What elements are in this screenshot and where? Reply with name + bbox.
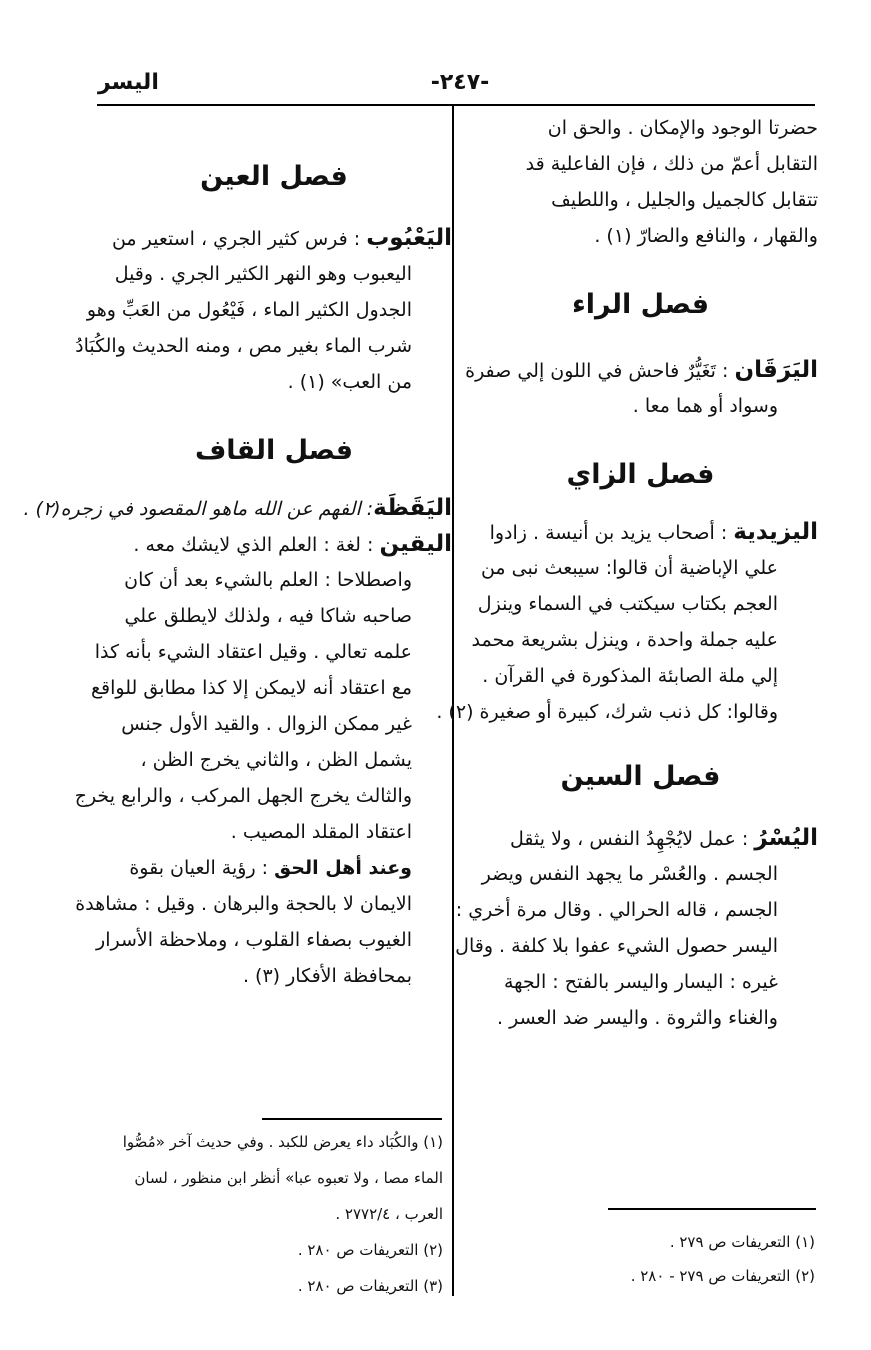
header-rule bbox=[97, 104, 815, 106]
running-header-word: اليسر bbox=[98, 70, 159, 95]
entry-yaqin bbox=[74, 531, 452, 855]
footnote: (٢) التعريفات ص ٢٨٠ . bbox=[297, 1241, 443, 1259]
text-line: الجدول الكثير الماء ، فَيْعُول من العَبِّ وهو bbox=[86, 299, 412, 321]
entry-text: : عمل لايُجْهِدُ النفس ، ولا يثقل bbox=[510, 828, 749, 850]
text-line: العجم بكتاب سيكتب في السماء وينزل bbox=[477, 593, 778, 615]
footnote: (٣) التعريفات ص ٢٨٠ . bbox=[297, 1277, 443, 1295]
footnote: (١) والكُبَاد داء يعرض للكبد . وفي حديث آخر «مُصُّوا bbox=[122, 1133, 443, 1151]
left-column bbox=[23, 115, 452, 999]
entry-term: اليَرَقَان bbox=[734, 357, 818, 383]
text-line: والثالث يخرج الجهل المركب ، والرابع يخرج bbox=[74, 785, 412, 807]
text-line: إلي ملة الصابئة المذكورة في القرآن . bbox=[482, 665, 778, 687]
section-heading-zay: فصل الزاي bbox=[566, 459, 715, 490]
text-line: والقهار ، والنافع والضارّ (١) . bbox=[594, 225, 818, 247]
entry-text: : أصحاب يزيد بن أنيسة . زادوا bbox=[489, 522, 728, 544]
section-heading-sin: فصل السين bbox=[560, 761, 721, 792]
text-line: شرب الماء بغير مص ، ومنه الحديث والكُبَادُ bbox=[75, 335, 412, 357]
text-line: الغيوب بصفاء القلوب ، وملاحظة الأسرار bbox=[96, 929, 412, 951]
entry-text: : فرس كثير الجري ، استعير من bbox=[111, 228, 361, 250]
entry-term: اليُسْرُ bbox=[754, 825, 818, 851]
text-line: اعتقاد المقلد المصيب . bbox=[230, 821, 412, 843]
footnote: (٢) التعريفات ص ٢٧٩ - ٢٨٠ . bbox=[630, 1267, 815, 1285]
footnote: (١) التعريفات ص ٢٧٩ . bbox=[669, 1233, 815, 1251]
text-line: والغناء والثروة . واليسر ضد العسر . bbox=[497, 1007, 778, 1029]
text-line: علمه تعالي . وقيل اعتقاد الشيء بأنه كذا bbox=[94, 641, 412, 663]
paragraph-continuation bbox=[463, 115, 818, 259]
footnote: العرب ، ٢٧٧٢/٤ . bbox=[335, 1205, 443, 1223]
text-line: وسواد أو هما معا . bbox=[632, 395, 778, 417]
entry-yarqan bbox=[463, 357, 818, 429]
entry-text: : تَغَيُّرٌ فاحش في اللون إلي صفرة bbox=[465, 360, 729, 382]
text-line: مع اعتقاد أنه لايمكن إلا كذا مطابق للواقع bbox=[90, 677, 412, 699]
entry-text: : رؤية العيان بقوة bbox=[129, 857, 269, 879]
entry-yusr bbox=[455, 825, 818, 1041]
footnote-rule bbox=[608, 1208, 816, 1210]
entry-term: اليزيدية bbox=[733, 519, 818, 545]
text-line: علي الإباضية أن قالوا: سيبعث نبى من bbox=[480, 557, 778, 579]
footnote-rule bbox=[262, 1118, 442, 1120]
entry-text: : لغة : العلم الذي لايشك معه . bbox=[133, 534, 374, 556]
text-line: عليه جملة واحدة ، وينزل بشريعة محمد bbox=[471, 629, 778, 651]
entry-term: اليَقَظَة bbox=[373, 495, 452, 521]
entry-yazidiyya bbox=[436, 519, 818, 735]
text-line: غير ممكن الزوال . والقيد الأول جنس bbox=[121, 713, 412, 735]
text-line: تتقابل كالجميل والجليل ، واللطيف bbox=[551, 189, 818, 211]
text-line: اليعبوب وهو النهر الكثير الجري . وقيل bbox=[114, 263, 412, 285]
text-line: اليسر حصول الشيء عفوا بلا كلفة . وقال bbox=[455, 935, 778, 957]
text-line: الجسم . والعُسْر ما يجهد النفس ويضر bbox=[481, 863, 778, 885]
entry-term: اليَعْبُوب bbox=[366, 225, 452, 251]
text-line: الايمان لا بالحجة والبرهان . وقيل : مشاهدة bbox=[75, 893, 412, 915]
footnote: الماء مصا ، ولا تعبوه عبا» أنظر ابن منظور ، لسان bbox=[134, 1169, 443, 1187]
page-number: -٢٤٧- bbox=[430, 70, 490, 95]
entry-yaqaza bbox=[23, 495, 452, 531]
section-heading-qaf: فصل القاف bbox=[194, 435, 354, 466]
entry-term: اليقين bbox=[379, 531, 452, 557]
section-heading-ayn: فصل العين bbox=[200, 161, 348, 192]
entry-ahl-haqq bbox=[75, 855, 452, 999]
entry-term: وعند أهل الحق bbox=[274, 857, 412, 879]
right-column bbox=[436, 115, 818, 1041]
text-line: غيره : اليسار واليسر بالفتح : الجهة bbox=[503, 971, 778, 993]
text-line: من العب» (١) . bbox=[287, 371, 412, 393]
entry-text: : الفهم عن الله ماهو المقصود في زجره(٢) . bbox=[23, 498, 374, 520]
text-line: حضرتا الوجود والإمكان . والحق ان bbox=[547, 117, 818, 139]
text-line: صاحبه شاكا فيه ، ولذلك لايطلق علي bbox=[124, 605, 412, 627]
text-line: واصطلاحا : العلم بالشيء بعد أن كان bbox=[124, 569, 412, 591]
text-line: الجسم ، قاله الحرالي . وقال مرة أخري : bbox=[455, 899, 778, 921]
text-line: يشمل الظن ، والثاني يخرج الظن ، bbox=[140, 749, 412, 771]
entry-yaasub bbox=[75, 225, 452, 405]
text-line: بمحافظة الأفكار (٣) . bbox=[242, 965, 412, 987]
text-line: التقابل أعمّ من ذلك ، فإن الفاعلية قد bbox=[525, 153, 818, 175]
text-line: وقالوا: كل ذنب شرك، كبيرة أو صغيرة (٢) . bbox=[436, 701, 778, 723]
section-heading-raa: فصل الراء bbox=[571, 289, 710, 320]
